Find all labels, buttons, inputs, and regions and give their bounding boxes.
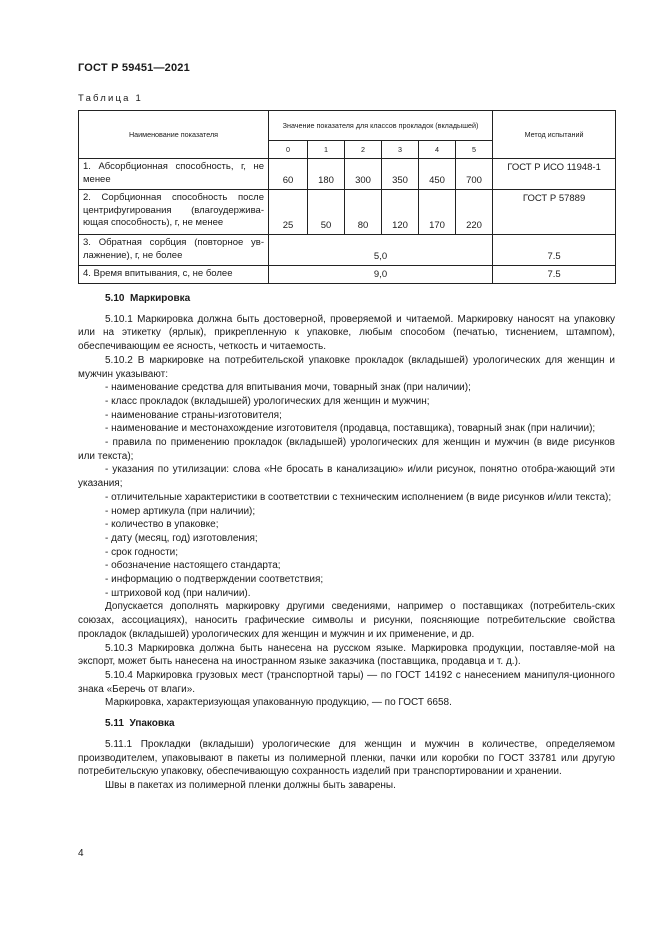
list-item: - информацию о подтверждении соответствия;: [105, 574, 324, 586]
value-cell: 50: [308, 190, 345, 235]
indicator-name: 2. Сорбционная способность после центрифугирования (влагоудержива-ющая способность), г, не менее: [79, 190, 269, 235]
class-header: 0: [269, 141, 308, 159]
merged-value-cell: 5,0: [269, 235, 493, 266]
value-cell: 220: [456, 190, 493, 235]
method-cell: ГОСТ Р 57889: [493, 190, 616, 235]
method-cell: ГОСТ Р ИСО 11948-1: [493, 159, 616, 190]
table-row: [79, 190, 616, 235]
value-cell: 180: [308, 159, 345, 190]
paragraph-additional-info: Допускается дополнять маркировку другими сведениями, например о поставщиках (потребитель-ских союзах, ассоциациях), наносить графические символы и рисунки, поясняющие потребительские свойства прокладок (вкладышей) урологических для женщин и мужчин и их применение, и др.: [78, 601, 615, 640]
list-item: - правила по применению прокладок (вкладышей) урологических для женщин и мужчин (в виде рисунков или текста);: [78, 437, 615, 462]
section-number: 5.11: [105, 718, 124, 730]
method-cell: 7.5: [493, 266, 616, 284]
value-cell: 450: [419, 159, 456, 190]
value-cell: 170: [419, 190, 456, 235]
list-item: - наименование страны-изготовителя;: [105, 409, 282, 421]
col-header-values: Значение показателя для классов прокладок (вкладышей): [269, 111, 493, 141]
section-title: Упаковка: [129, 718, 175, 730]
paragraph-5103: 5.10.3 Маркировка должна быть нанесена на русском языке. Маркировка продукции, поставляе-мой на экспорт, может быть нанесена на иностранном языке заказчика (поставщика, продавца и т. д.).: [78, 642, 615, 668]
value-cell: 60: [269, 159, 308, 190]
section-title: Маркировка: [130, 293, 191, 304]
col-header-name: Наименование показателя: [79, 111, 269, 159]
list-item: - класс прокладок (вкладышей) урологических для женщин и мужчин;: [105, 395, 430, 407]
value-cell: 350: [382, 159, 419, 190]
paragraph-5102: 5.10.2 В маркировке на потребительской упаковке прокладок (вкладышей) урологических для женщин и мужчин указывают:: [78, 354, 615, 380]
value-cell: 120: [382, 190, 419, 235]
list-item: - номер артикула (при наличии);: [105, 505, 256, 517]
list-item: - количество в упаковке;: [105, 519, 219, 531]
section-heading-510: [78, 292, 615, 306]
list-item: - отличительные характеристики в соответствии с техническим исполнением (в виде рисунков и/или текста);: [105, 491, 612, 503]
list-item: - наименование и местонахождение изготовителя (продавца, поставщика), товарный знак (при наличии);: [105, 423, 596, 435]
section-number: 5.10: [105, 293, 125, 304]
section-heading-511: [78, 717, 615, 731]
value-cell: 25: [269, 190, 308, 235]
indicator-name: 3. Обратная сорбция (повторное ув-лажнение), г, не более: [79, 235, 269, 266]
class-header: 1: [308, 141, 345, 159]
merged-value-cell: 9,0: [269, 266, 493, 284]
list-item: - указания по утилизации: слова «Не бросать в канализацию» и/или рисунок, понятно отобра-жающий эти указания;: [78, 464, 615, 490]
list-item: - срок годности;: [105, 546, 179, 558]
value-cell: 80: [345, 190, 382, 235]
table-row: [79, 266, 616, 284]
indicator-name: 1. Абсорбционная способность, г, не менее: [79, 159, 269, 190]
indicators-table: [78, 110, 616, 284]
paragraph-5101: 5.10.1 Маркировка должна быть достоверной, проверяемой и читаемой. Маркировку наносят на упаковку или на этикетку (ярлык), прикрепленную к упаковке, любым способом (печатью, тиснением, штампом), обеспечивающим ее ясность, четкость и читаемость.: [78, 313, 615, 353]
paragraph-product-marking: Маркировка, характеризующая упакованную продукцию, — по ГОСТ 6658.: [105, 697, 452, 709]
value-cell: 700: [456, 159, 493, 190]
class-header: 4: [419, 141, 456, 159]
list-item: - дату (месяц, год) изготовления;: [105, 532, 258, 544]
body-text: [78, 292, 615, 793]
method-cell: 7.5: [493, 235, 616, 266]
class-header: 5: [456, 141, 493, 159]
list-item: - штриховой код (при наличии).: [105, 587, 251, 599]
indicator-name: 4. Время впитывания, с, не более: [79, 266, 269, 284]
col-header-method: Метод испытаний: [493, 111, 616, 159]
list-item: - обозначение настоящего стандарта;: [105, 560, 281, 572]
class-header: 2: [345, 141, 382, 159]
standard-code: ГОСТ Р 59451—2021: [78, 62, 190, 74]
table-row: [79, 159, 616, 190]
page-number: 4: [78, 848, 84, 859]
paragraph-5104: 5.10.4 Маркировка грузовых мест (транспортной тары) — по ГОСТ 14192 с нанесением манипуля-ционного знака «Беречь от влаги».: [78, 669, 615, 695]
table-row: [79, 235, 616, 266]
value-cell: 300: [345, 159, 382, 190]
table-caption: Таблица 1: [78, 93, 143, 104]
class-header: 3: [382, 141, 419, 159]
list-item: - наименование средства для впитывания мочи, товарный знак (при наличии);: [105, 382, 471, 394]
paragraph-5111: 5.11.1 Прокладки (вкладыши) урологические для женщин и мужчин в количестве, определяемом производителем, упаковывают в пакеты из полимерной пленки, пачки или коробки по ГОСТ 33781 или другую потребительскую упаковку, обеспечивающую сохранность изделий при транспортировании и хранении.: [78, 738, 615, 778]
paragraph-seams: Швы в пакетах из полимерной пленки должны быть заварены.: [105, 779, 396, 791]
